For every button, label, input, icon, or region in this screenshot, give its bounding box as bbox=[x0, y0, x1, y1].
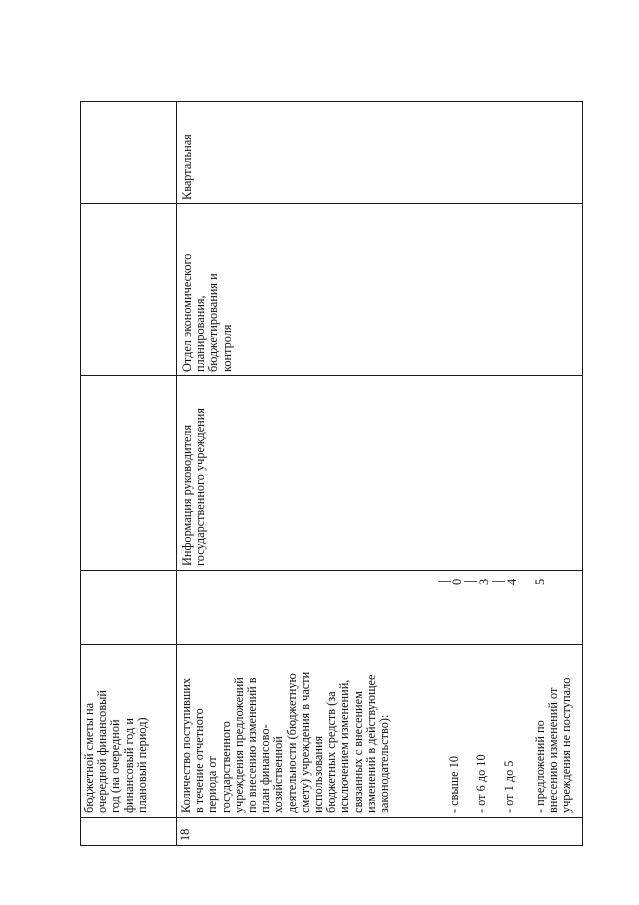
text-line: очередной финансовый bbox=[95, 690, 110, 813]
option-score: 3 bbox=[477, 578, 491, 585]
text-line: связанных с внесением bbox=[350, 691, 365, 813]
prev-row-name bbox=[83, 690, 149, 813]
text-line: в течение отчетного bbox=[192, 708, 207, 813]
option-label: - от 1 до 5 bbox=[502, 760, 516, 813]
information-source bbox=[181, 408, 207, 566]
text-line: год (на очередной bbox=[108, 719, 123, 813]
text-line: смету) учреждения в части bbox=[297, 671, 312, 813]
option-label: - свыше 10 bbox=[447, 756, 461, 813]
text-line: периода от bbox=[205, 756, 220, 813]
text-line: бюджетных средств (за bbox=[324, 691, 339, 813]
text-line: государственного учреждения bbox=[193, 408, 208, 566]
column-divider bbox=[80, 203, 583, 204]
table-border-top bbox=[80, 101, 583, 102]
text-line: планирования, bbox=[193, 295, 208, 372]
text-line: деятельности (бюджетную bbox=[284, 673, 299, 813]
option-separator bbox=[464, 581, 477, 582]
text-line: внесению изменений от bbox=[546, 687, 561, 813]
text-line: государственного bbox=[218, 721, 233, 813]
option-score: 0 bbox=[450, 578, 464, 585]
text-line: финансовый год и bbox=[121, 718, 136, 813]
text-line: учреждения не поступало bbox=[559, 677, 574, 813]
text-line: по внесению изменений в bbox=[245, 677, 260, 813]
text-line: - предложений по bbox=[533, 720, 547, 813]
text-line: исключением изменений, bbox=[337, 679, 352, 813]
table-border-right bbox=[582, 101, 583, 846]
column-divider bbox=[80, 375, 583, 376]
text-line: законодательство): bbox=[377, 714, 392, 813]
reporting-frequency: Квартальная bbox=[180, 134, 194, 200]
table-border-left bbox=[80, 101, 81, 846]
text-line: Отдел экономического bbox=[180, 253, 194, 372]
column-divider bbox=[80, 817, 583, 818]
option-label: - от 6 до 10 bbox=[474, 754, 488, 813]
text-line: Информация руководителя bbox=[180, 424, 194, 566]
option-score: 4 bbox=[505, 578, 519, 585]
text-line: бюджетирования и bbox=[206, 273, 221, 372]
row-number: 18 bbox=[178, 828, 192, 841]
text-line: плановый период) bbox=[134, 717, 149, 813]
text-line: изменений в действующее bbox=[363, 674, 378, 813]
column-divider bbox=[80, 644, 583, 645]
text-line: бюджетной сметы на bbox=[82, 702, 96, 813]
table-border-bottom bbox=[80, 845, 583, 846]
text-line: использования bbox=[311, 735, 326, 813]
column-divider bbox=[80, 570, 583, 571]
text-line: учреждения предложений bbox=[231, 677, 246, 813]
text-line: контроля bbox=[219, 324, 234, 372]
responsible-department bbox=[181, 254, 234, 372]
option-score: 5 bbox=[533, 578, 547, 585]
text-line: план финансово- bbox=[258, 724, 273, 813]
row-divider bbox=[176, 101, 177, 846]
option-label bbox=[534, 678, 574, 813]
option-separator bbox=[492, 581, 505, 582]
text-line: хозяйственной bbox=[271, 736, 286, 813]
text-line: Количество поступивших bbox=[179, 677, 193, 813]
indicator-name bbox=[180, 672, 391, 813]
